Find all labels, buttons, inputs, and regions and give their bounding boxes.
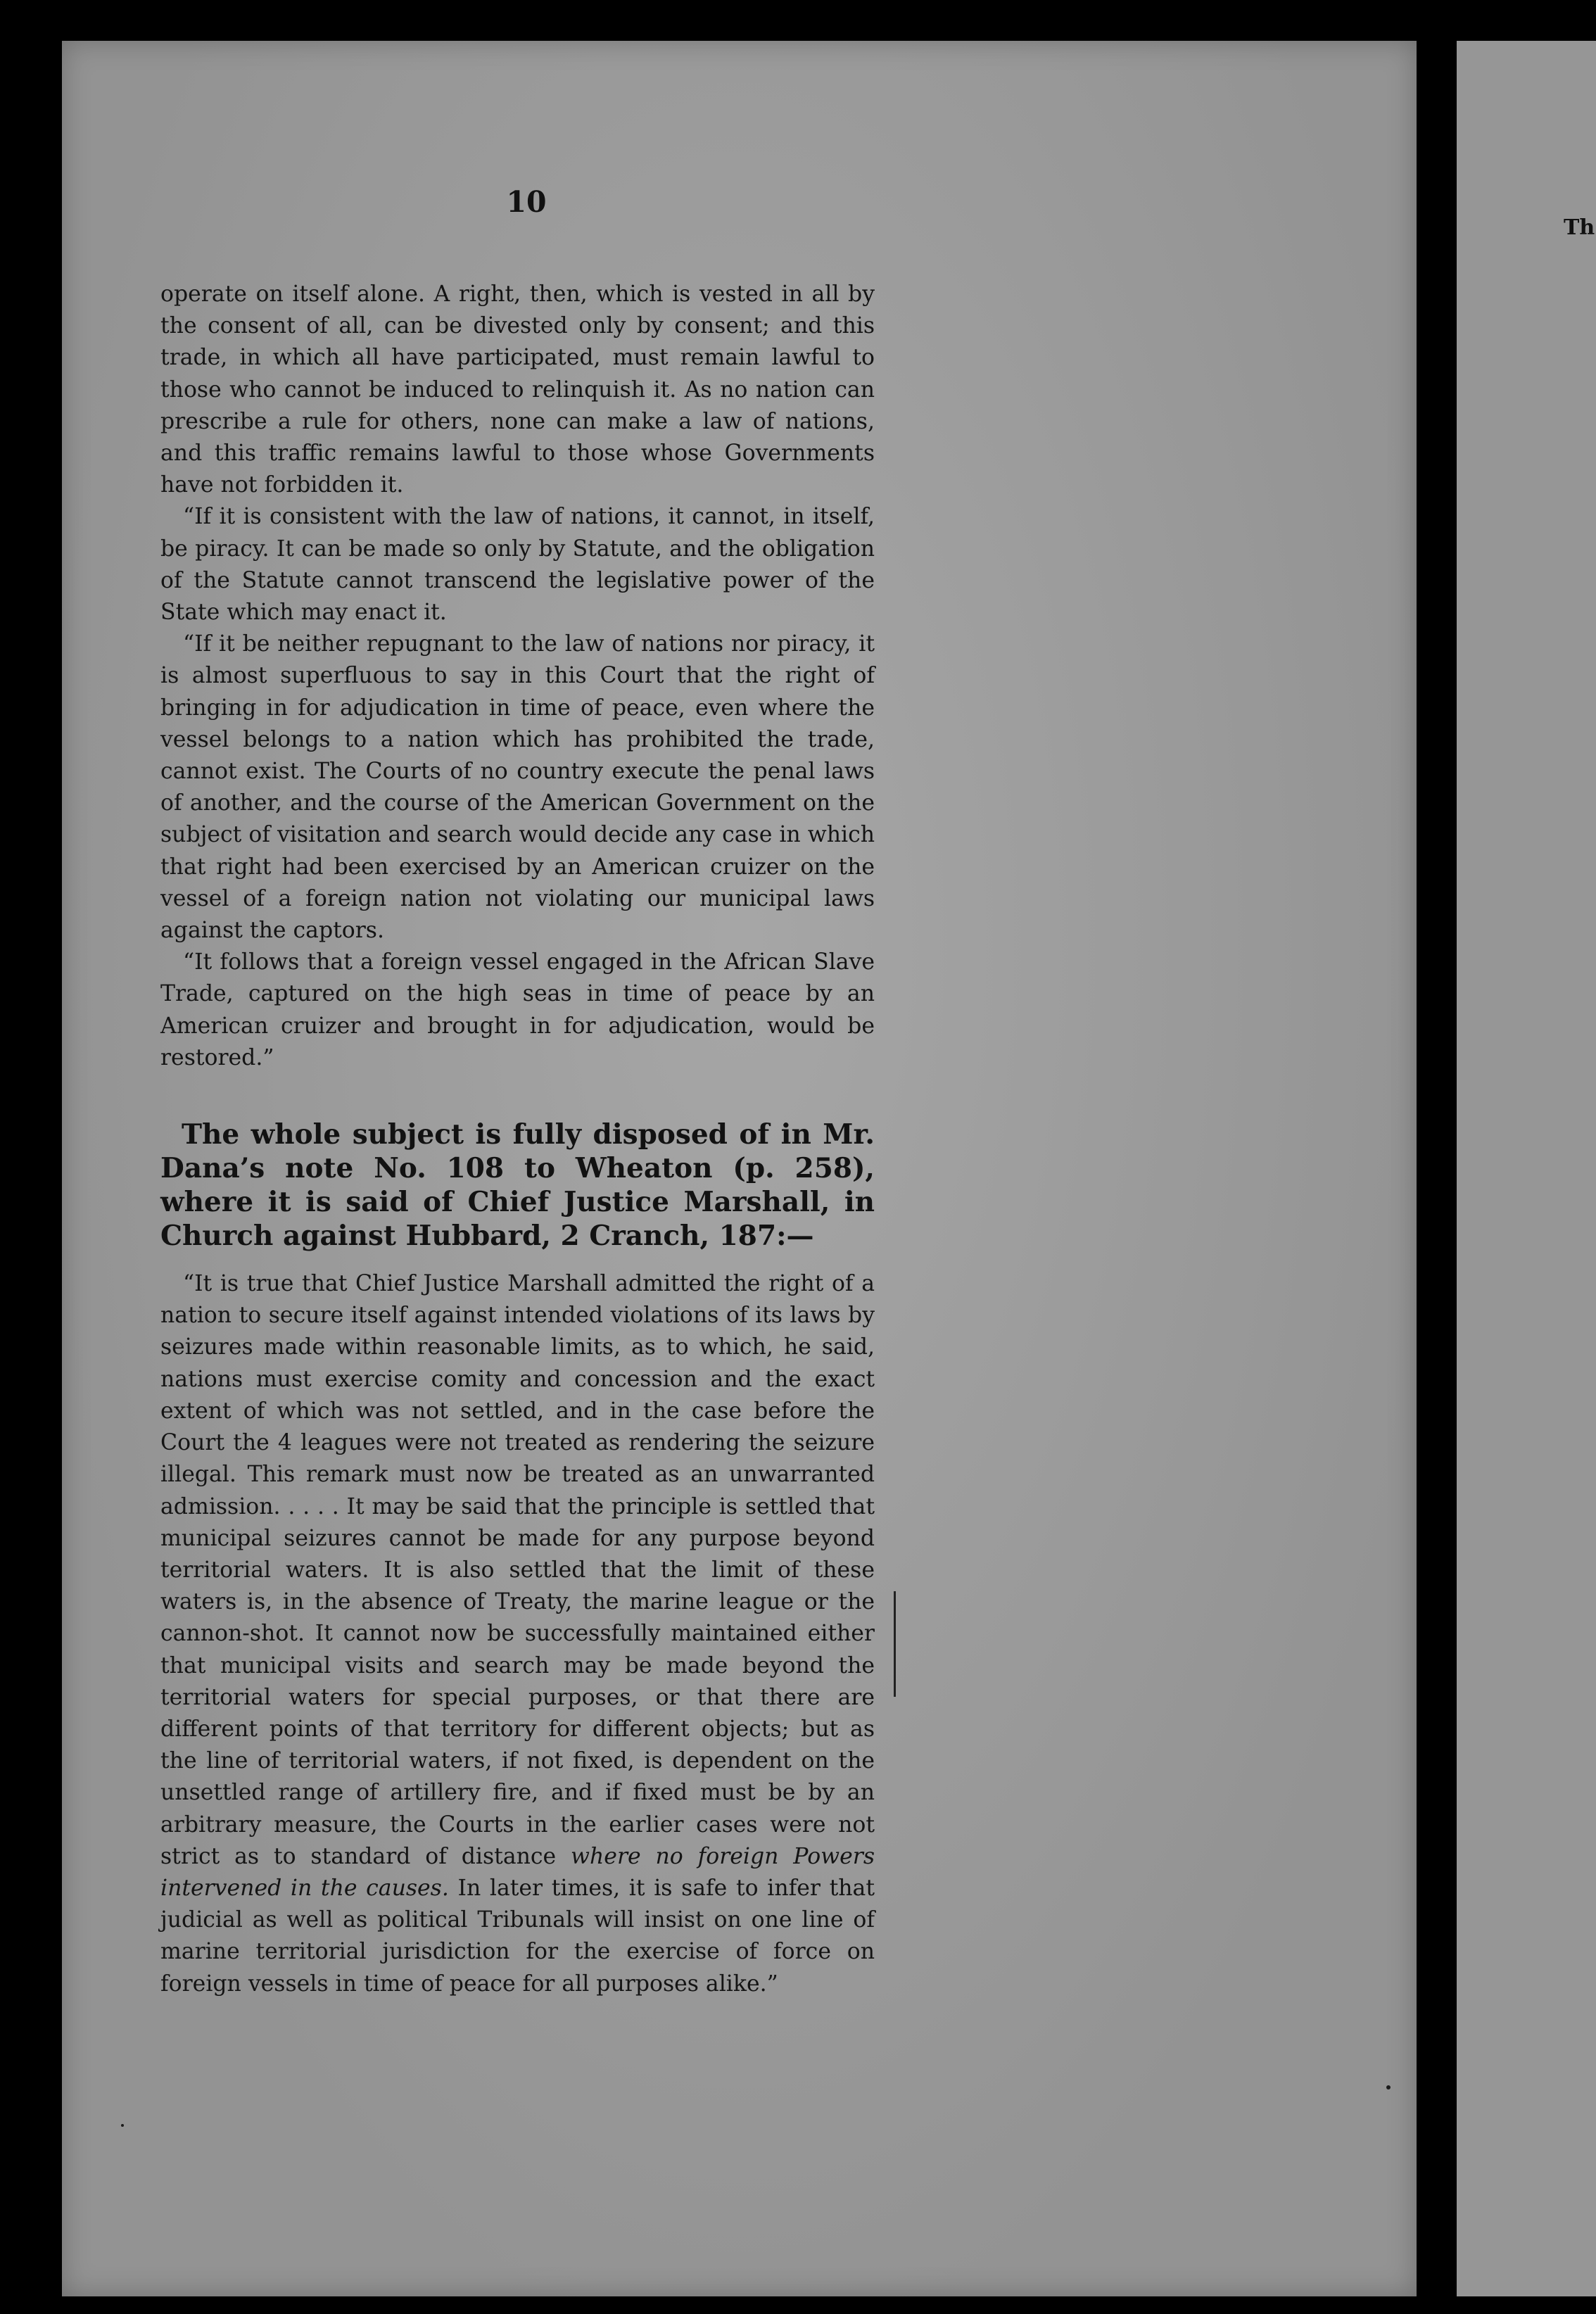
- paragraph-5-part-1: “It is true that Chief Justice Marshall admitted the right of a nation to secure itself against intended violations of its laws by seizures made within reasonable limits, as to which, he said, nations must exercise comity and concession and the exact extent of which was not settled, and in the case before the Court the 4 leagues were not treated as rendering the seizure illegal. This remark must now be treated as an unwarranted admission. . . . . It may be said that the principle is settled that municipal seizures cannot be made for any purpose beyond territorial waters. It is also settled that the limit of these waters is, in the absence of Treaty, the marine league or the cannon-shot. It cannot now be successfully maintained either that municipal visits and search may be made beyond the territorial waters for special purposes, or that there are different points of that territory for different objects; but as the line of territorial waters, if not fixed, is dependent on the unsettled range of artillery fire, and if fixed must be by an arbitrary measure, the Courts in the earlier cases were not strict as to standard of distance: [160, 1271, 875, 1869]
- adjacent-page: [1457, 41, 1596, 2296]
- margin-mark: [894, 1591, 896, 1697]
- paragraph-4: “It follows that a foreign vessel engaged in the African Slave Trade, captured on the high seas in time of peace by an American cruizer and brought in for adjudication, would be restored.”: [160, 949, 875, 1070]
- paragraph-3: “If it be neither repugnant to the law of nations nor piracy, it is almost superfluous to say in this Court that the right of bringing in for adjudication in time of peace, even where the vessel belongs to a nation which has prohibited the trade, cannot exist. The Courts of no country execute the penal laws of another, and the course of the American Government on the subject of visitation and search would decide any case in which that right had been exercised by an American cruizer on the vessel of a foreign nation not violating our municipal laws against the captors.: [160, 631, 875, 944]
- page-speck: [1386, 2085, 1391, 2089]
- text-column: [160, 279, 875, 2000]
- document-page: [62, 41, 1417, 2296]
- paragraph-5: [160, 1268, 875, 2000]
- paragraph-5-part-2: In later times, it is safe to infer that judicial as well as political Tribunals will insist on one line of marine territorial jurisdiction for the exercise of force on foreign vessels in time of peace for all purposes alike.”: [160, 1875, 875, 1997]
- section-heading: The whole subject is fully disposed of in Mr. Dana’s note No. 108 to Wheaton (p. 258), where it is said of Chief Justice Marshall, in Church against Hubbard, 2 Cranch, 187:—: [160, 1118, 875, 1253]
- adjacent-page-text: Th: [1564, 215, 1595, 240]
- page-number: 10: [506, 185, 547, 219]
- paragraph-1: operate on itself alone. A right, then, which is vested in all by the consent of all, can be divested only by consent; and this trade, in which all have participated, must remain lawful to those who cannot be induced to relinquish it. As no nation can prescribe a rule for others, none can make a law of nations, and this traffic remains lawful to those whose Governments have not forbidden it.: [160, 282, 875, 498]
- paragraph-5-italic: where no foreign Powers intervened in the causes.: [160, 1843, 875, 1901]
- paragraph-2: “If it is consistent with the law of nations, it cannot, in itself, be piracy. It can be made so only by Statute, and the obligation of the Statute cannot transcend the legislative power of the State which may enact it.: [160, 504, 875, 626]
- page-speck: [121, 2124, 124, 2127]
- page-gutter: [1417, 28, 1457, 2314]
